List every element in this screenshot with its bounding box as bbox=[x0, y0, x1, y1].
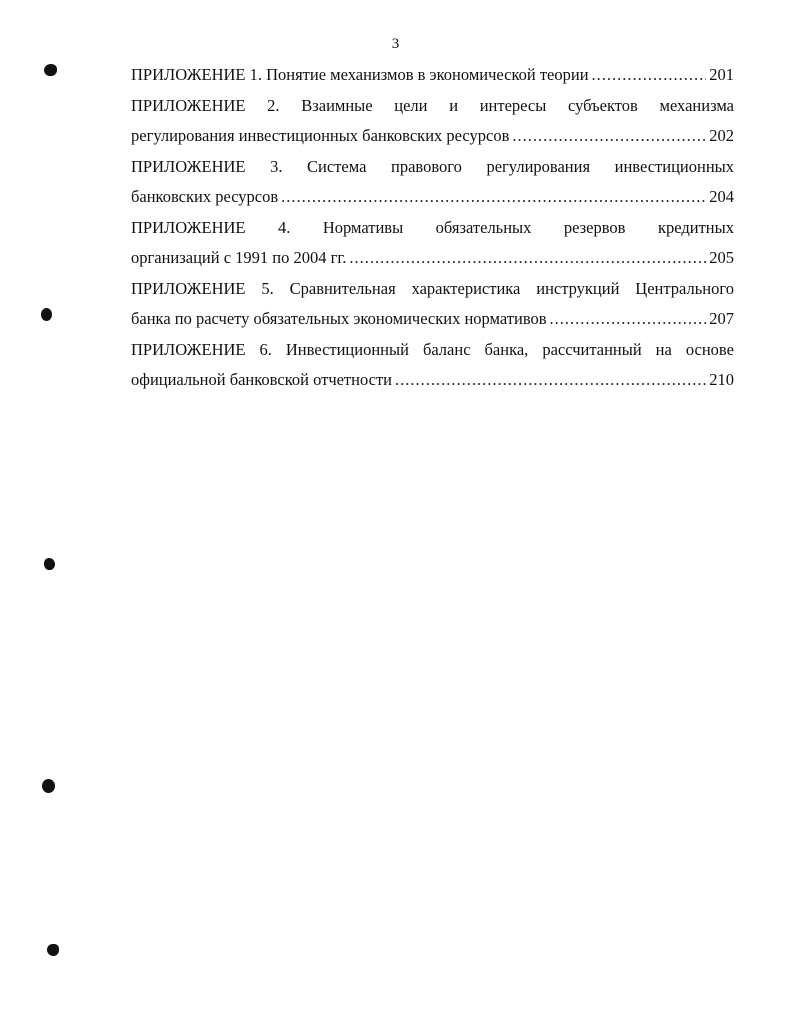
word: 4. bbox=[277, 217, 291, 237]
word: инвестиционных bbox=[614, 156, 734, 176]
dot-leader bbox=[281, 182, 706, 213]
toc-entry-title-continued: регулирования инвестиционных банковских ресурсов bbox=[131, 126, 510, 145]
word: правового bbox=[391, 156, 462, 176]
dot-leader bbox=[512, 121, 706, 152]
word: интересы bbox=[479, 95, 547, 115]
toc-page-number: 204 bbox=[709, 187, 734, 206]
toc-line bbox=[131, 213, 734, 244]
word: 6. bbox=[259, 339, 272, 359]
word: кредитных bbox=[657, 217, 734, 237]
word: рассчитанный bbox=[542, 339, 642, 359]
dot-leader bbox=[395, 365, 706, 396]
word: Система bbox=[307, 156, 367, 176]
word: 5. bbox=[261, 278, 274, 298]
toc-entry-title-continued: банковских ресурсов bbox=[131, 187, 279, 206]
page-number: 3 bbox=[391, 36, 400, 52]
toc-line bbox=[131, 304, 734, 335]
toc-entry-title-continued: официальной банковской отчетности bbox=[131, 370, 393, 389]
toc-line bbox=[131, 365, 734, 396]
toc-page-number: 202 bbox=[709, 126, 734, 145]
word: 3. bbox=[270, 156, 283, 176]
punch-hole-mark bbox=[42, 779, 55, 793]
word: Взаимные bbox=[301, 95, 373, 115]
toc-page-number: 201 bbox=[709, 65, 734, 84]
toc-line bbox=[131, 182, 734, 213]
toc-page-number: 205 bbox=[709, 248, 734, 267]
word: Центрального bbox=[635, 278, 734, 298]
toc-entry-appendix-6 bbox=[131, 335, 734, 396]
dot-leader bbox=[592, 60, 707, 91]
word: основе bbox=[685, 339, 734, 359]
word: механизма bbox=[659, 95, 734, 115]
word: Инвестиционный bbox=[285, 339, 409, 359]
punch-hole-mark bbox=[44, 558, 55, 570]
word: ПРИЛОЖЕНИЕ bbox=[131, 217, 246, 237]
word: цели bbox=[394, 95, 428, 115]
toc-line bbox=[131, 335, 734, 366]
punch-hole-mark bbox=[41, 308, 52, 321]
toc-line bbox=[131, 152, 734, 183]
word: инструкций bbox=[536, 278, 620, 298]
toc-line bbox=[131, 243, 734, 274]
word: ПРИЛОЖЕНИЕ bbox=[131, 156, 246, 176]
word: и bbox=[449, 95, 459, 115]
word: ПРИЛОЖЕНИЕ bbox=[131, 278, 246, 298]
word: на bbox=[655, 339, 672, 359]
toc-page-number: 207 bbox=[709, 309, 734, 328]
toc-entry-appendix-5 bbox=[131, 274, 734, 335]
toc-line bbox=[131, 274, 734, 305]
toc-line bbox=[131, 121, 734, 152]
toc-line bbox=[131, 91, 734, 122]
word: субъектов bbox=[568, 95, 638, 115]
toc-entry-title: ПРИЛОЖЕНИЕ 1. Понятие механизмов в экономической теории bbox=[131, 65, 589, 84]
word: Сравнительная bbox=[289, 278, 396, 298]
toc-entry-title-continued: банка по расчету обязательных экономических нормативов bbox=[131, 309, 547, 328]
word: регулирования bbox=[486, 156, 591, 176]
punch-hole-mark bbox=[47, 944, 59, 956]
table-of-contents bbox=[131, 60, 734, 396]
word: банка, bbox=[484, 339, 529, 359]
punch-hole-mark bbox=[44, 64, 57, 76]
toc-entry-appendix-1 bbox=[131, 60, 734, 91]
word: 2. bbox=[267, 95, 280, 115]
toc-page-number: 210 bbox=[709, 370, 734, 389]
toc-entry-appendix-3 bbox=[131, 152, 734, 213]
word: характеристика bbox=[411, 278, 521, 298]
dot-leader bbox=[550, 304, 707, 335]
toc-entry-appendix-4 bbox=[131, 213, 734, 274]
word: обязательных bbox=[435, 217, 532, 237]
word: ПРИЛОЖЕНИЕ bbox=[131, 95, 246, 115]
word: баланс bbox=[422, 339, 471, 359]
word: резервов bbox=[563, 217, 626, 237]
dot-leader bbox=[349, 243, 706, 274]
toc-line bbox=[131, 60, 734, 91]
toc-entry-title-continued: организаций с 1991 по 2004 гг. bbox=[131, 248, 347, 267]
toc-entry-appendix-2 bbox=[131, 91, 734, 152]
word: Нормативы bbox=[322, 217, 404, 237]
word: ПРИЛОЖЕНИЕ bbox=[131, 339, 246, 359]
